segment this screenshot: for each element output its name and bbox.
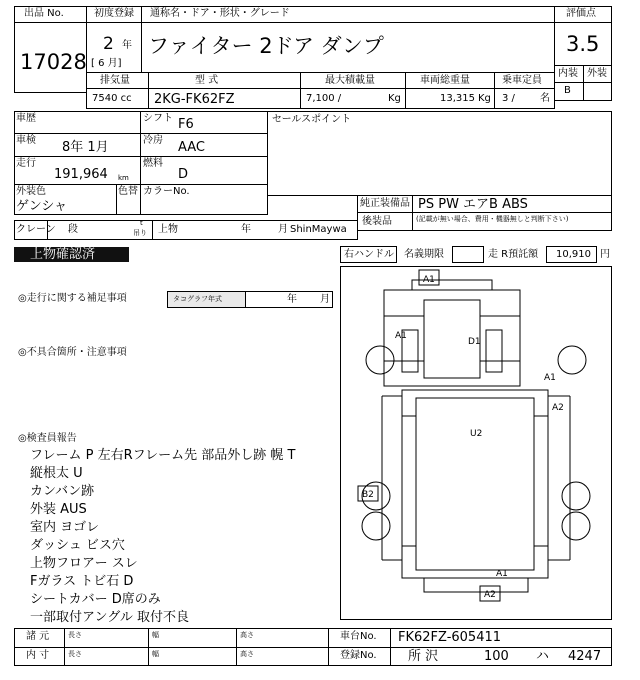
max-load: 7,100 / xyxy=(306,93,342,104)
capacity: 3 / xyxy=(502,93,515,104)
rear-right-wheel-1 xyxy=(562,482,590,510)
rear-left-wheel-2 xyxy=(362,512,390,540)
transfer-label: 名義期限 xyxy=(404,249,444,260)
divider xyxy=(554,82,612,83)
model-label: 型 式 xyxy=(195,75,219,86)
recycle-amount: 10,910 xyxy=(556,249,591,260)
length-label-1: 長さ xyxy=(68,631,82,639)
chassis-no: FK62FZ-605411 xyxy=(398,630,502,645)
dump-floor xyxy=(416,398,534,570)
divider xyxy=(554,22,612,23)
defects-label: ◎不具合箇所・注意事項 xyxy=(18,347,127,358)
dump-body xyxy=(402,390,548,578)
divider xyxy=(328,647,612,648)
fuel-value: D xyxy=(178,167,189,182)
height-label-2: 高さ xyxy=(240,650,254,658)
ac-label: 冷房 xyxy=(143,135,163,146)
door-windows xyxy=(402,330,502,372)
reg-place: 所 沢 xyxy=(408,649,439,664)
capacity-label: 乗車定員 xyxy=(502,75,542,86)
inspection-value: 8年 1月 xyxy=(62,140,109,155)
divider xyxy=(14,647,329,648)
crane-stage: 段 xyxy=(68,224,78,235)
tacho-month: 月 xyxy=(320,294,330,305)
report-line: フレーム P 左右Rフレーム先 部品外し跡 幌 T xyxy=(30,448,296,463)
interior-label: 内装 xyxy=(558,68,578,79)
aftermarket-label: 後装品 xyxy=(362,216,392,227)
inspection-label: 車検 xyxy=(16,135,36,146)
shift-value: F6 xyxy=(178,117,194,132)
divider xyxy=(405,72,406,109)
reg-month: [ 6 月] xyxy=(91,58,122,69)
body-maker: ShinMaywa xyxy=(290,224,347,235)
divider xyxy=(494,72,495,109)
divider xyxy=(412,195,413,231)
body-year: 年 xyxy=(241,224,251,235)
capacity-unit: 名 xyxy=(540,93,550,104)
damage-mark: U2 xyxy=(470,429,483,439)
color-no-label: カラーNo. xyxy=(143,186,190,197)
displacement: 7540 cc xyxy=(92,93,132,104)
naigai-label: 内 寸 xyxy=(26,650,50,661)
tacho-label: タコグラフ年式 xyxy=(173,295,222,303)
first-reg-label: 初度登録 xyxy=(94,8,134,19)
ac-value: AAC xyxy=(178,140,205,155)
divider xyxy=(116,184,117,215)
disp-label: 排気量 xyxy=(100,75,130,86)
shoyo-label: 諸 元 xyxy=(26,631,50,642)
max-load-unit: Kg xyxy=(388,93,401,104)
damage-mark: A2 xyxy=(484,590,496,600)
report-line: カンバン跡 xyxy=(30,484,95,499)
divider xyxy=(236,628,237,666)
side-gates xyxy=(382,396,570,560)
aftermarket-note: (記載が無い場合、費用・機器無しと判断下さい) xyxy=(416,215,569,223)
report-line: 外装 AUS xyxy=(30,502,87,517)
tail-gate xyxy=(424,578,528,592)
report-line: シートカバー D席のみ xyxy=(30,592,161,607)
car-name: ファイター 2ドア ダンプ xyxy=(148,34,384,58)
std-equipment-label: 純正装備品 xyxy=(360,198,410,209)
report-line: 一部取付アングル 取付不良 xyxy=(30,610,189,625)
score-value: 3.5 xyxy=(566,32,600,56)
recycle-unit: 円 xyxy=(600,249,610,260)
crane-hang: 吊り xyxy=(133,229,147,237)
report-label: ◎検査員報告 xyxy=(18,433,77,444)
divider xyxy=(64,628,65,666)
max-load-label: 最大積載量 xyxy=(325,75,375,86)
mileage-unit: km xyxy=(118,174,129,182)
gross-label: 車両総重量 xyxy=(420,75,470,86)
divider xyxy=(300,72,301,109)
damage-mark: B2 xyxy=(362,490,374,500)
report-line: 上物フロアー スレ xyxy=(30,556,138,571)
report-line: 縦根太 U xyxy=(30,466,83,481)
damage-mark: A1 xyxy=(395,331,407,341)
mileage-label: 走行 xyxy=(16,158,36,169)
damage-mark: A2 xyxy=(552,403,564,413)
report-line: Fガラス トビ石 D xyxy=(30,574,134,589)
reg-class: 100 xyxy=(484,649,509,664)
divider xyxy=(390,628,391,666)
divider xyxy=(148,628,149,666)
front-right-wheel xyxy=(558,346,586,374)
tacho-year: 年 xyxy=(287,294,297,305)
mileage-value: 191,964 xyxy=(54,167,108,182)
divider xyxy=(14,133,268,134)
transfer-value-box xyxy=(452,246,484,263)
divider xyxy=(583,65,584,101)
damage-mark: A1 xyxy=(423,275,435,285)
damage-mark: A1 xyxy=(496,569,508,579)
fuel-label: 燃料 xyxy=(143,158,163,169)
recycle-label: 走 R預託額 xyxy=(488,249,539,260)
reg-label: 登録No. xyxy=(340,650,377,661)
crane-label: クレーン xyxy=(16,224,56,235)
damage-mark: A1 xyxy=(544,373,556,383)
divider xyxy=(14,156,268,157)
car-name-label: 通称名・ドア・形状・グレード xyxy=(150,8,290,19)
divider xyxy=(148,72,149,109)
crane-ton: t xyxy=(140,219,143,227)
exterior-color: ゲンシャ xyxy=(16,199,68,214)
interior-grade: B xyxy=(564,85,571,96)
gross-weight: 13,315 xyxy=(440,93,475,104)
right-hand-label: 右ハンドル xyxy=(344,249,394,260)
rear-right-wheel-2 xyxy=(562,512,590,540)
shift-label: シフト xyxy=(143,113,173,124)
color-change-label: 色替 xyxy=(118,186,138,197)
reg-kana: ハ xyxy=(536,649,550,664)
width-label-1: 幅 xyxy=(152,631,159,639)
divider xyxy=(14,184,268,185)
body-label: 上物 xyxy=(158,224,178,235)
lot-number: 17028 xyxy=(20,50,87,74)
front-left-wheel xyxy=(366,346,394,374)
reg-number: 4247 xyxy=(568,649,602,664)
sales-point-label: セールスポイント xyxy=(272,114,352,125)
divider xyxy=(140,111,141,215)
body-month: 月 xyxy=(278,224,288,235)
divider xyxy=(14,22,87,23)
exterior-color-label: 外装色 xyxy=(16,186,46,197)
damage-mark: D1 xyxy=(468,337,481,347)
report-line: 室内 ヨゴレ xyxy=(30,520,100,535)
history-label: 車歴 xyxy=(16,113,36,124)
width-label-2: 幅 xyxy=(152,650,159,658)
lot-label: 出品 No. xyxy=(24,8,64,19)
reg-year: 2 xyxy=(103,34,114,54)
divider xyxy=(152,220,153,240)
score-label: 評価点 xyxy=(566,8,596,19)
supplement-label: ◎走行に関する補足事項 xyxy=(18,293,127,304)
divider xyxy=(86,88,555,89)
divider xyxy=(141,22,555,23)
length-label-2: 長さ xyxy=(68,650,82,658)
reg-year-unit: 年 xyxy=(122,40,132,51)
exterior-label: 外装 xyxy=(587,68,607,79)
std-equipment: PS PW エアB ABS xyxy=(418,197,528,212)
model-code: 2KG-FK62FZ xyxy=(154,92,235,107)
divider xyxy=(357,212,612,213)
truck-diagram xyxy=(340,266,612,620)
report-line: ダッシュ ビス穴 xyxy=(30,538,125,553)
gross-unit: Kg xyxy=(478,93,491,104)
divider xyxy=(245,291,246,308)
confirmed-banner-text: 上物確認済 xyxy=(30,247,96,262)
height-label-1: 高さ xyxy=(240,631,254,639)
divider xyxy=(86,22,142,23)
chassis-label: 車台No. xyxy=(340,631,377,642)
